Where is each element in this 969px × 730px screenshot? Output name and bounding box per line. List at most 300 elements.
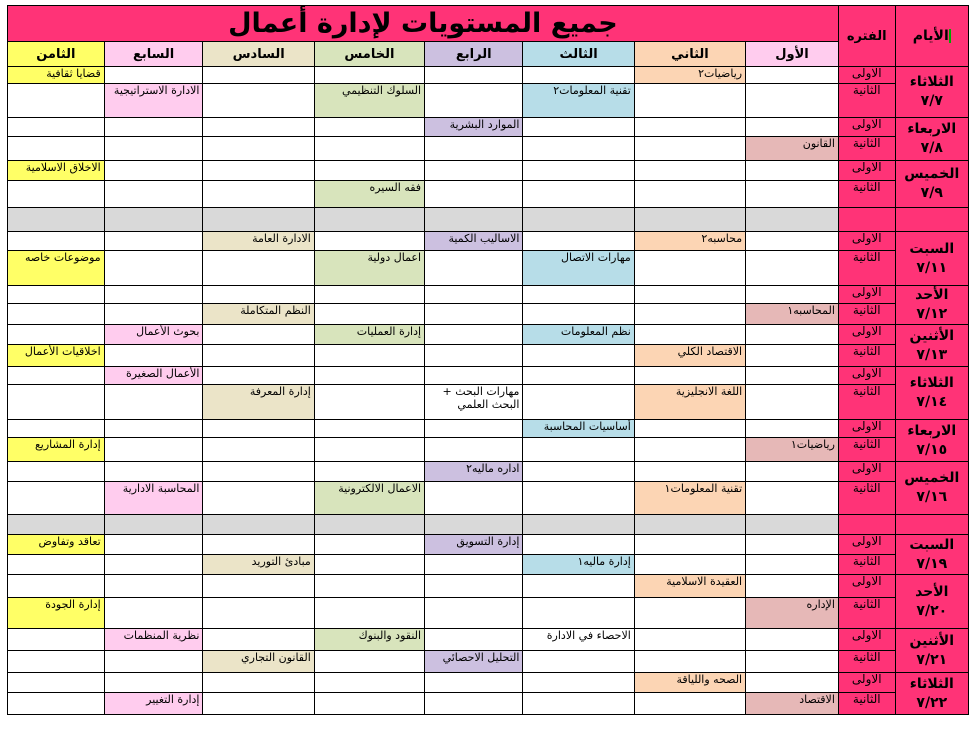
- course-name: اداره ماليه٢: [466, 462, 520, 475]
- course-cell[interactable]: [523, 673, 634, 693]
- course-cell[interactable]: [104, 693, 203, 715]
- course-cell[interactable]: [523, 385, 634, 420]
- course-cell[interactable]: [523, 181, 634, 208]
- course-cell[interactable]: [8, 251, 105, 286]
- course-cell[interactable]: [203, 304, 314, 325]
- course-cell[interactable]: [746, 575, 839, 598]
- course-cell[interactable]: [203, 84, 314, 118]
- course-name: الإداره: [806, 598, 835, 611]
- course-cell[interactable]: [746, 161, 839, 181]
- course-cell[interactable]: [314, 304, 424, 325]
- course-cell[interactable]: [8, 325, 105, 345]
- course-cell[interactable]: [746, 462, 839, 482]
- course-cell[interactable]: [203, 345, 314, 367]
- course-cell[interactable]: [523, 575, 634, 598]
- course-name: الادارة العامة: [252, 232, 311, 245]
- course-name: إدارة العمليات: [356, 325, 422, 338]
- separator-cell: [425, 515, 523, 535]
- course-cell[interactable]: [634, 462, 745, 482]
- course-cell[interactable]: [203, 462, 314, 482]
- course-cell[interactable]: [203, 598, 314, 629]
- course-cell[interactable]: [746, 67, 839, 84]
- course-cell[interactable]: [203, 367, 314, 385]
- course-cell[interactable]: [203, 651, 314, 673]
- separator-cell: [523, 515, 634, 535]
- course-cell[interactable]: [104, 232, 203, 251]
- schedule-row: [8, 462, 969, 482]
- course-cell[interactable]: [634, 482, 745, 515]
- course-cell[interactable]: [104, 367, 203, 385]
- course-cell[interactable]: [314, 462, 424, 482]
- course-cell[interactable]: [8, 367, 105, 385]
- course-cell[interactable]: [746, 385, 839, 420]
- course-cell[interactable]: [746, 555, 839, 575]
- course-cell[interactable]: [425, 651, 523, 673]
- course-cell[interactable]: [746, 325, 839, 345]
- course-cell[interactable]: [634, 325, 745, 345]
- course-cell[interactable]: [634, 345, 745, 367]
- course-cell[interactable]: [104, 118, 203, 137]
- course-cell[interactable]: [104, 555, 203, 575]
- schedule-row: [8, 651, 969, 673]
- course-cell[interactable]: [523, 286, 634, 304]
- course-cell[interactable]: [746, 598, 839, 629]
- schedule-row: [8, 345, 969, 367]
- course-cell[interactable]: [314, 84, 424, 118]
- course-name: التحليل الاحصائي: [442, 651, 520, 664]
- day-name: الخميس: [904, 166, 960, 182]
- course-cell[interactable]: [8, 598, 105, 629]
- day-cell: [895, 232, 968, 286]
- course-cell[interactable]: [634, 535, 745, 555]
- course-cell[interactable]: [8, 181, 105, 208]
- course-cell[interactable]: [203, 555, 314, 575]
- course-name: رياضيات٢: [698, 67, 743, 80]
- course-name: الاقتصاد الكلي: [677, 345, 743, 358]
- course-cell[interactable]: [104, 462, 203, 482]
- course-cell[interactable]: [523, 438, 634, 462]
- course-cell[interactable]: [104, 345, 203, 367]
- day-date: ٧/١٣: [916, 346, 948, 363]
- separator-row: [8, 208, 969, 232]
- course-cell[interactable]: [203, 575, 314, 598]
- separator-cell: [8, 515, 105, 535]
- course-cell[interactable]: [425, 84, 523, 118]
- course-cell[interactable]: [634, 438, 745, 462]
- course-cell[interactable]: [634, 251, 745, 286]
- course-cell[interactable]: [314, 575, 424, 598]
- course-cell[interactable]: [425, 693, 523, 715]
- course-cell[interactable]: [425, 251, 523, 286]
- course-cell[interactable]: [203, 420, 314, 438]
- schedule-row: [8, 693, 969, 715]
- course-cell[interactable]: [523, 555, 634, 575]
- day-name: الثلاثاء: [909, 375, 954, 391]
- period-first: الاولى: [838, 420, 895, 438]
- course-cell[interactable]: [634, 286, 745, 304]
- course-cell[interactable]: [8, 232, 105, 251]
- course-cell[interactable]: [8, 84, 105, 118]
- course-cell[interactable]: [425, 367, 523, 385]
- course-cell[interactable]: [203, 693, 314, 715]
- course-name: تعاقد وتفاوض: [38, 535, 101, 548]
- course-cell[interactable]: [425, 118, 523, 137]
- course-cell[interactable]: [523, 325, 634, 345]
- course-cell[interactable]: [203, 629, 314, 651]
- course-cell[interactable]: [634, 304, 745, 325]
- course-cell[interactable]: [523, 84, 634, 118]
- course-name: اللغة الانجليزية: [675, 385, 743, 398]
- day-name: السبت: [909, 536, 955, 553]
- course-cell[interactable]: [634, 232, 745, 251]
- schedule-row: [8, 304, 969, 325]
- period-first: الاولى: [838, 325, 895, 345]
- course-cell[interactable]: [104, 420, 203, 438]
- course-cell[interactable]: [425, 482, 523, 515]
- course-cell[interactable]: [425, 575, 523, 598]
- course-cell[interactable]: [746, 84, 839, 118]
- course-cell[interactable]: [746, 304, 839, 325]
- schedule-row: [8, 251, 969, 286]
- course-cell[interactable]: [8, 420, 105, 438]
- course-cell[interactable]: [314, 67, 424, 84]
- course-cell[interactable]: [104, 137, 203, 161]
- period-header: الفتره: [838, 6, 895, 67]
- schedule-row: [8, 325, 969, 345]
- course-cell[interactable]: [8, 555, 105, 575]
- course-cell[interactable]: [8, 137, 105, 161]
- course-name: الأعمال الصغيرة: [125, 367, 200, 380]
- course-cell[interactable]: [104, 325, 203, 345]
- day-date: ٧/٨: [920, 140, 943, 156]
- day-name: الأثنين: [909, 327, 955, 344]
- day-date: ٧/١٩: [916, 555, 948, 572]
- course-cell[interactable]: [523, 345, 634, 367]
- course-cell[interactable]: [314, 693, 424, 715]
- course-cell[interactable]: [523, 251, 634, 286]
- course-cell[interactable]: [203, 673, 314, 693]
- course-cell[interactable]: [314, 673, 424, 693]
- course-cell[interactable]: [746, 345, 839, 367]
- schedule-sheet: [7, 5, 969, 715]
- course-cell[interactable]: [104, 673, 203, 693]
- course-cell[interactable]: [104, 535, 203, 555]
- course-cell[interactable]: [523, 462, 634, 482]
- sheet-title: جميع المستويات لإدارة أعمال: [8, 6, 839, 42]
- course-cell[interactable]: [425, 161, 523, 181]
- course-cell[interactable]: [746, 181, 839, 208]
- day-name: الثلاثاء: [909, 675, 954, 692]
- course-cell[interactable]: [314, 629, 424, 651]
- course-cell[interactable]: [8, 67, 105, 84]
- course-cell[interactable]: [746, 367, 839, 385]
- course-name: العقيدة الاسلامية: [666, 575, 743, 588]
- day-date: ٧/٢١: [916, 651, 948, 668]
- course-cell[interactable]: [314, 482, 424, 515]
- period-second: الثانية: [838, 598, 895, 629]
- course-name: نظم المعلومات: [560, 325, 631, 338]
- course-name: الاعمال الالكترونية: [338, 482, 422, 495]
- period-second: الثانية: [838, 385, 895, 420]
- course-cell[interactable]: [8, 345, 105, 367]
- course-cell[interactable]: [746, 535, 839, 555]
- course-name: إدارة المشاريع: [34, 438, 101, 451]
- course-name: القانون التجاري: [241, 651, 311, 664]
- days-header: الأيام: [895, 6, 968, 67]
- separator-cell: [425, 208, 523, 232]
- period-first: الاولى: [838, 575, 895, 598]
- course-cell[interactable]: [746, 482, 839, 515]
- course-name: قضايا ثقافية: [46, 67, 101, 80]
- course-cell[interactable]: [425, 181, 523, 208]
- course-cell[interactable]: [8, 535, 105, 555]
- course-cell[interactable]: [203, 438, 314, 462]
- course-cell[interactable]: [634, 367, 745, 385]
- course-cell[interactable]: [203, 161, 314, 181]
- day-date: ٧/١٢: [916, 306, 948, 322]
- course-cell[interactable]: [104, 67, 203, 84]
- separator-cell: [203, 208, 314, 232]
- course-cell[interactable]: [425, 67, 523, 84]
- course-cell[interactable]: [425, 286, 523, 304]
- period-first: الاولى: [838, 673, 895, 693]
- course-cell[interactable]: [104, 438, 203, 462]
- course-cell[interactable]: [634, 137, 745, 161]
- course-cell[interactable]: [203, 67, 314, 84]
- course-name: إدارة ماليه١: [577, 555, 631, 568]
- course-cell[interactable]: [634, 693, 745, 715]
- course-cell[interactable]: [314, 555, 424, 575]
- course-cell[interactable]: [425, 535, 523, 555]
- course-cell[interactable]: [746, 693, 839, 715]
- course-cell[interactable]: [523, 161, 634, 181]
- separator-cell: [8, 208, 105, 232]
- course-cell[interactable]: [8, 673, 105, 693]
- course-cell[interactable]: [8, 693, 105, 715]
- course-cell[interactable]: [203, 251, 314, 286]
- course-cell[interactable]: [104, 598, 203, 629]
- course-cell[interactable]: [104, 575, 203, 598]
- course-cell[interactable]: [634, 385, 745, 420]
- course-cell[interactable]: [104, 286, 203, 304]
- day-name: الأحد: [915, 583, 949, 600]
- course-cell[interactable]: [314, 420, 424, 438]
- course-cell[interactable]: [523, 598, 634, 629]
- course-name: نظرية المنظمات: [123, 629, 200, 642]
- course-cell[interactable]: [634, 67, 745, 84]
- course-cell[interactable]: [425, 345, 523, 367]
- course-cell[interactable]: [746, 232, 839, 251]
- course-cell[interactable]: [104, 629, 203, 651]
- course-cell[interactable]: [104, 304, 203, 325]
- course-cell[interactable]: [746, 118, 839, 137]
- period-second: الثانية: [838, 438, 895, 462]
- course-name: إدارة الجودة: [45, 598, 101, 611]
- course-cell[interactable]: [523, 535, 634, 555]
- course-cell[interactable]: [314, 535, 424, 555]
- course-cell[interactable]: [104, 385, 203, 420]
- schedule-row: [8, 385, 969, 420]
- course-cell[interactable]: [8, 385, 105, 420]
- course-cell[interactable]: [425, 304, 523, 325]
- course-cell[interactable]: [425, 629, 523, 651]
- course-cell[interactable]: [203, 118, 314, 137]
- course-cell[interactable]: [314, 367, 424, 385]
- course-cell[interactable]: [634, 555, 745, 575]
- schedule-row: [8, 367, 969, 385]
- course-cell[interactable]: [425, 673, 523, 693]
- course-cell[interactable]: [314, 251, 424, 286]
- day-date: ٧/١٦: [916, 489, 948, 505]
- course-cell[interactable]: [634, 181, 745, 208]
- course-cell[interactable]: [8, 438, 105, 462]
- day-cell: [895, 575, 968, 629]
- course-cell[interactable]: [746, 420, 839, 438]
- course-cell[interactable]: [8, 482, 105, 515]
- course-cell[interactable]: [746, 438, 839, 462]
- course-cell[interactable]: [634, 420, 745, 438]
- course-cell[interactable]: [203, 286, 314, 304]
- course-cell[interactable]: [104, 251, 203, 286]
- course-cell[interactable]: [8, 575, 105, 598]
- schedule-row: [8, 575, 969, 598]
- course-cell[interactable]: [8, 651, 105, 673]
- course-cell[interactable]: [634, 598, 745, 629]
- course-cell[interactable]: [634, 161, 745, 181]
- period-first: الاولى: [838, 232, 895, 251]
- separator-cell: [895, 515, 968, 535]
- course-cell[interactable]: [425, 385, 523, 420]
- course-cell[interactable]: [314, 325, 424, 345]
- course-cell[interactable]: [425, 232, 523, 251]
- course-cell[interactable]: [746, 137, 839, 161]
- course-cell[interactable]: [314, 118, 424, 137]
- course-cell[interactable]: [523, 118, 634, 137]
- day-name: الخميس: [904, 470, 960, 486]
- course-cell[interactable]: [523, 629, 634, 651]
- course-cell[interactable]: [8, 304, 105, 325]
- schedule-row: [8, 118, 969, 137]
- course-name: السلوك التنظيمي: [342, 84, 422, 97]
- course-cell[interactable]: [523, 304, 634, 325]
- course-cell[interactable]: [523, 693, 634, 715]
- course-cell[interactable]: [634, 575, 745, 598]
- course-cell[interactable]: [523, 367, 634, 385]
- course-cell[interactable]: [523, 651, 634, 673]
- course-name: بحوث الأعمال: [136, 325, 200, 338]
- course-cell[interactable]: [203, 325, 314, 345]
- course-cell[interactable]: [425, 462, 523, 482]
- course-cell[interactable]: [523, 232, 634, 251]
- course-cell[interactable]: [314, 651, 424, 673]
- course-cell[interactable]: [314, 181, 424, 208]
- course-cell[interactable]: [314, 385, 424, 420]
- course-cell[interactable]: [746, 286, 839, 304]
- course-cell[interactable]: [104, 651, 203, 673]
- schedule-row: [8, 598, 969, 629]
- schedule-row: [8, 232, 969, 251]
- course-cell[interactable]: [746, 629, 839, 651]
- course-cell[interactable]: [425, 325, 523, 345]
- schedule-row: [8, 161, 969, 181]
- period-first: الاولى: [838, 67, 895, 84]
- course-cell[interactable]: [314, 161, 424, 181]
- course-cell[interactable]: [634, 651, 745, 673]
- course-cell[interactable]: [314, 232, 424, 251]
- course-name: تقنية المعلومات١: [664, 482, 743, 495]
- separator-cell: [314, 515, 424, 535]
- course-cell[interactable]: [314, 345, 424, 367]
- course-cell[interactable]: [203, 385, 314, 420]
- course-cell[interactable]: [523, 137, 634, 161]
- course-cell[interactable]: [8, 462, 105, 482]
- course-cell[interactable]: [8, 629, 105, 651]
- course-cell[interactable]: [425, 438, 523, 462]
- course-cell[interactable]: [8, 161, 105, 181]
- course-cell[interactable]: [425, 137, 523, 161]
- separator-cell: [838, 515, 895, 535]
- course-cell[interactable]: [634, 118, 745, 137]
- course-cell[interactable]: [746, 651, 839, 673]
- course-cell[interactable]: [425, 555, 523, 575]
- period-first: الاولى: [838, 286, 895, 304]
- period-first: الاولى: [838, 462, 895, 482]
- course-cell[interactable]: [104, 181, 203, 208]
- course-name: النظم المتكاملة: [240, 304, 311, 317]
- course-cell[interactable]: [203, 482, 314, 515]
- course-cell[interactable]: [104, 482, 203, 515]
- course-cell[interactable]: [523, 482, 634, 515]
- schedule-row: [8, 555, 969, 575]
- day-date: ٧/٩: [920, 185, 943, 201]
- course-cell[interactable]: [203, 137, 314, 161]
- course-name: الصحه واللياقة: [676, 673, 743, 686]
- course-name: إدارة التغيير: [146, 693, 200, 706]
- course-cell[interactable]: [314, 438, 424, 462]
- course-name: القانون: [802, 137, 835, 150]
- course-name: النقود والبنوك: [358, 629, 422, 642]
- course-cell[interactable]: [203, 535, 314, 555]
- course-cell[interactable]: [634, 673, 745, 693]
- course-name: الاخلاق الاسلامية: [25, 161, 101, 174]
- day-name: الأثنين: [909, 632, 955, 649]
- course-cell[interactable]: [746, 251, 839, 286]
- course-cell[interactable]: [634, 629, 745, 651]
- day-date: ٧/١٤: [916, 394, 948, 410]
- course-cell[interactable]: [425, 420, 523, 438]
- course-cell[interactable]: [314, 286, 424, 304]
- schedule-row: [8, 286, 969, 304]
- course-name: إدارة المعرفة: [249, 385, 311, 398]
- course-cell[interactable]: [8, 286, 105, 304]
- day-cell: [895, 67, 968, 118]
- course-cell[interactable]: [104, 84, 203, 118]
- course-cell[interactable]: [523, 420, 634, 438]
- course-cell[interactable]: [634, 84, 745, 118]
- separator-cell: [746, 208, 839, 232]
- course-cell[interactable]: [203, 232, 314, 251]
- course-cell[interactable]: [203, 181, 314, 208]
- course-cell[interactable]: [314, 137, 424, 161]
- course-cell[interactable]: [425, 598, 523, 629]
- day-name: الثلاثاء: [909, 74, 954, 90]
- course-cell[interactable]: [523, 67, 634, 84]
- course-cell[interactable]: [746, 673, 839, 693]
- course-cell[interactable]: [314, 598, 424, 629]
- course-cell[interactable]: [104, 161, 203, 181]
- course-cell[interactable]: [8, 118, 105, 137]
- separator-cell: [634, 208, 745, 232]
